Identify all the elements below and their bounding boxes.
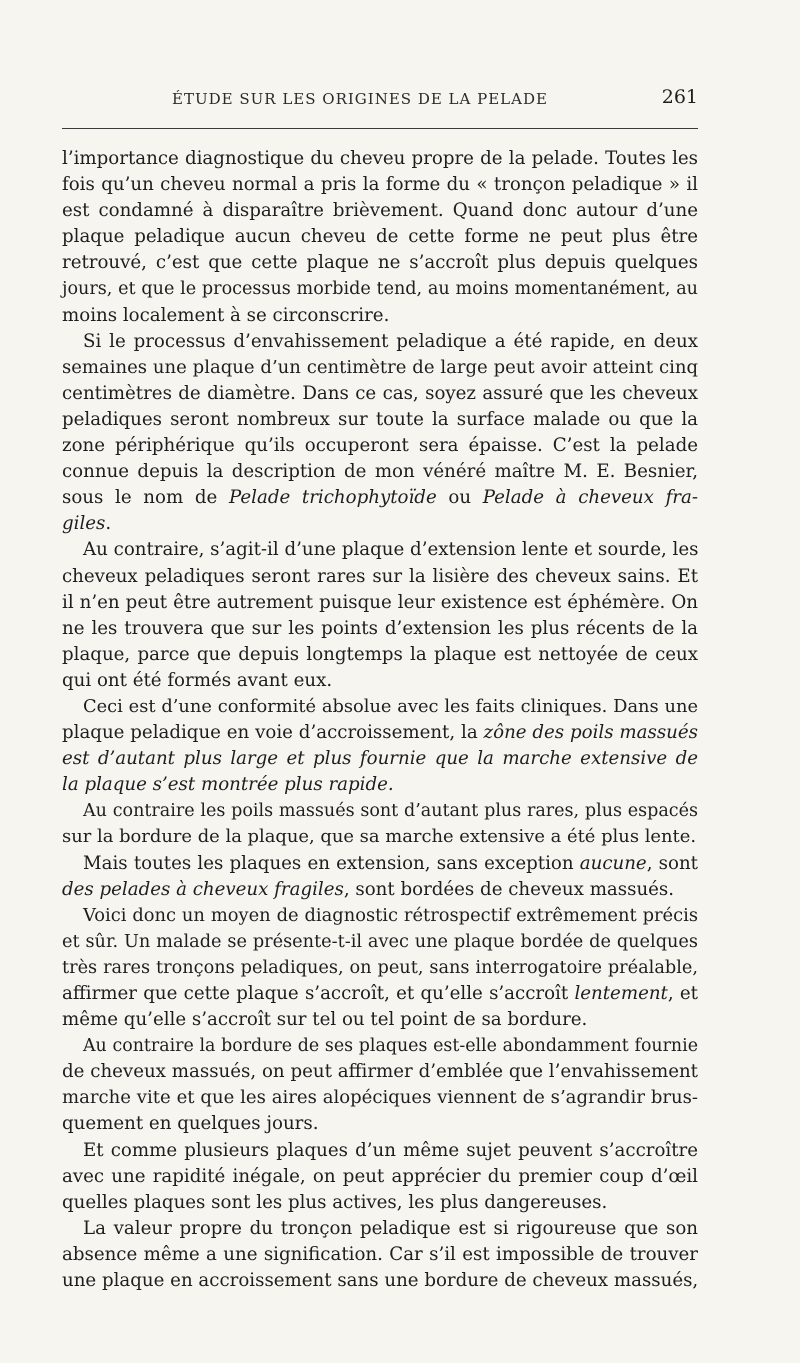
text-segment: retrouvé, c’est que cette plaque ne s’accroît plus depuis quelques (62, 252, 698, 274)
text-segment: plaque, parce que depuis longtemps la plaque est nettoyée de ceux (62, 643, 698, 665)
italic-text: zône des poils massués (483, 722, 698, 744)
text-line (62, 824, 698, 850)
text-line (62, 381, 698, 407)
text-segment: Mais toutes les plaques en extension, sans exception (83, 852, 580, 874)
text-line (62, 720, 698, 746)
text-line (62, 1190, 698, 1216)
body-text (62, 146, 698, 1294)
text-line (62, 903, 698, 929)
italic-text: aucune (579, 852, 647, 874)
text-segment: même qu’elle s’accroît sur tel ou tel point de sa bordure. (62, 1009, 588, 1031)
text-segment: et sûr. Un malade se présente-t-il avec une plaque bordée de quelques (62, 931, 698, 952)
text-segment: moins localement à se circonscrire. (62, 304, 390, 326)
text-line (62, 1033, 698, 1059)
text-line (62, 1268, 698, 1294)
text-line (62, 224, 698, 250)
text-segment: Au contraire, s’agit-il d’une plaque d’extension lente et sourde, les (83, 539, 699, 561)
page-header (62, 86, 698, 116)
text-line (62, 198, 698, 224)
text-segment: est condamné à disparaître brièvement. Quand donc autour d’une (62, 200, 698, 222)
text-segment: . (105, 513, 112, 535)
italic-text: des pelades à cheveux fragiles (62, 878, 344, 900)
text-segment: Et comme plusieurs plaques d’un même sujet peuvent s’accroître (83, 1139, 698, 1161)
text-segment: absence même a une signification. Car s’il est impossible de trouver (62, 1243, 698, 1265)
text-segment: quement en quelques jours. (62, 1113, 319, 1135)
text-segment: plaque peladique aucun cheveu de cette forme ne peut plus être (62, 226, 698, 248)
text-segment: ou (436, 487, 483, 509)
text-line (62, 1111, 698, 1137)
text-segment: Au contraire la bordure de ses plaques est-elle abondamment fournie (83, 1036, 698, 1057)
italic-text: giles (62, 513, 106, 535)
text-line (62, 616, 698, 642)
page-number: 261 (661, 86, 698, 108)
text-line (62, 511, 698, 537)
text-segment: très rares tronçons peladiques, on peut, sans interrogatoire préalable, (62, 957, 698, 978)
text-line (62, 276, 698, 302)
text-segment: sous le nom de (62, 487, 229, 509)
text-segment: affirmer que cette plaque s’accroît, et qu’elle s’accroît (62, 983, 575, 1004)
text-line (62, 1138, 698, 1164)
text-segment: plaque peladique en voie d’accroissement, la (62, 722, 484, 744)
text-line (62, 355, 698, 381)
text-segment: peladiques seront nombreux sur toute la surface malade ou que la (62, 408, 698, 430)
text-line (62, 329, 698, 355)
text-segment: fois qu’un cheveu normal a pris la forme du « tronçon peladique » il (62, 174, 698, 196)
text-line (62, 746, 698, 772)
text-line (62, 694, 698, 720)
text-line (62, 485, 698, 511)
text-segment: qui ont été formés avant eux. (62, 669, 333, 691)
text-segment: , sont (646, 852, 698, 874)
text-line (62, 955, 698, 981)
text-segment: ne les trouvera que sur les points d’extension les plus récents de la (62, 617, 698, 639)
text-line (62, 433, 698, 459)
italic-text: est d’autant plus large et plus fournie que la marche extensive de (62, 748, 698, 770)
text-line (62, 303, 698, 329)
text-segment: Au contraire les poils massués sont d’autant plus rares, plus espacés (83, 801, 698, 822)
text-line (62, 407, 698, 433)
text-segment: , et (667, 983, 698, 1004)
text-segment: La valeur propre du tronçon peladique est si rigoureuse que son (83, 1217, 698, 1239)
text-line (62, 1242, 698, 1268)
text-line (62, 146, 698, 172)
text-line (62, 772, 698, 798)
header-rule (62, 128, 698, 129)
text-segment: connue depuis la description de mon vénéré maître M. E. Besnier, (62, 461, 698, 483)
text-segment: , sont bordées de cheveux massués. (343, 878, 675, 900)
text-line (62, 1085, 698, 1111)
running-title: ÉTUDE SUR LES ORIGINES DE LA PELADE (172, 90, 548, 108)
text-line (62, 1216, 698, 1242)
text-segment: marche vite et que les aires alopéciques viennent de s’agrandir brus- (62, 1087, 698, 1109)
italic-text: lentement (574, 983, 668, 1004)
text-line (62, 564, 698, 590)
text-segment: Ceci est d’une conformité absolue avec les faits cliniques. Dans une (83, 695, 698, 717)
text-segment: il n’en peut être autrement puisque leur existence est éphémère. On (62, 591, 698, 613)
text-line (62, 1164, 698, 1190)
text-line (62, 642, 698, 668)
text-line (62, 981, 698, 1007)
text-segment: avec une rapidité inégale, on peut apprécier du premier coup d’œil (62, 1165, 698, 1187)
text-line (62, 250, 698, 276)
text-line (62, 1059, 698, 1085)
italic-text: Pelade à cheveux fra- (482, 487, 698, 509)
text-segment: de cheveux massués, on peut affirmer d’emblée que l’envahissement (62, 1061, 698, 1083)
text-segment: une plaque en accroissement sans une bordure de cheveux massués, (62, 1270, 699, 1292)
text-line (62, 877, 698, 903)
text-segment: jours, et que le processus morbide tend, au moins momentanément, au (62, 279, 698, 300)
text-line (62, 459, 698, 485)
text-segment: Si le processus d’envahissement peladique a été rapide, en deux (83, 330, 698, 352)
italic-text: Pelade trichophytoïde (228, 487, 437, 509)
text-segment: centimètres de diamètre. Dans ce cas, soyez assuré que les cheveux (62, 382, 698, 404)
text-line (62, 668, 698, 694)
text-line (62, 929, 698, 955)
text-line (62, 172, 698, 198)
text-segment: sur la bordure de la plaque, que sa marche extensive a été plus lente. (62, 826, 697, 848)
text-line (62, 537, 698, 563)
text-line (62, 798, 698, 824)
text-segment: semaines une plaque d’un centimètre de large peut avoir atteint cinq (62, 356, 698, 378)
text-segment: Voici donc un moyen de diagnostic rétrospectif extrêmement précis (83, 904, 698, 926)
text-line (62, 590, 698, 616)
text-segment: quelles plaques sont les plus actives, les plus dangereuses. (62, 1191, 608, 1213)
text-line (62, 851, 698, 877)
text-segment: zone périphérique qu’ils occuperont sera épaisse. C’est la pelade (62, 435, 698, 457)
italic-text: la plaque s’est montrée plus rapide. (62, 774, 394, 796)
text-segment: l’importance diagnostique du cheveu propre de la pelade. Toutes les (62, 148, 698, 169)
text-segment: cheveux peladiques seront rares sur la lisière des cheveux sains. Et (62, 565, 698, 587)
text-line (62, 1007, 698, 1033)
